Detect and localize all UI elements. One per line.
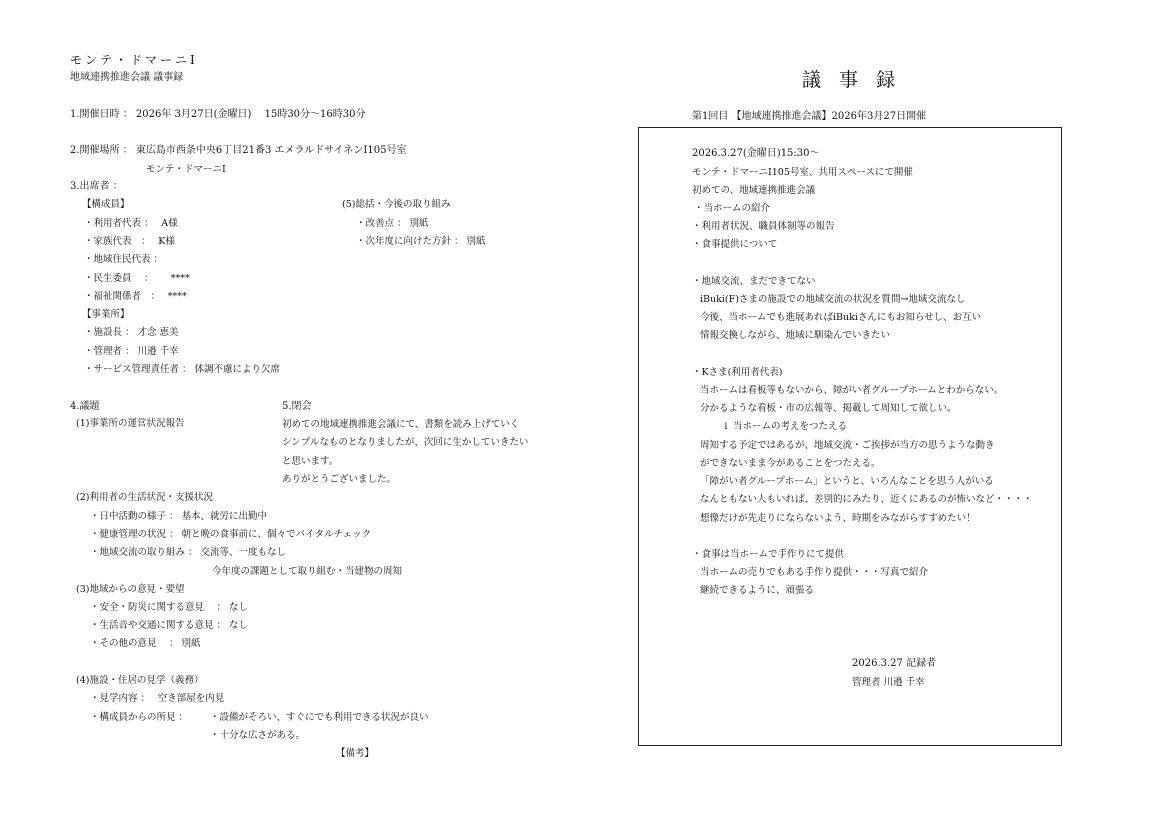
agenda-item-4: (4)施設・住居の見学（義務）	[76, 675, 204, 686]
minutes-line: ・地域交流、まだできてない	[692, 276, 816, 287]
agenda2-line: ・地域交流の取り組み ： 交流等、一度もなし	[90, 547, 287, 558]
agenda-header: 4.議題	[70, 401, 100, 412]
office-item: ・管理者 ： 川邉 千幸	[84, 346, 179, 357]
minutes-line: 情報交換しながら、地域に馴染んでいきたい	[700, 330, 891, 341]
member-item: ・地域住民代表 ：	[84, 254, 164, 265]
office-header: 【事業所】	[82, 309, 130, 320]
minutes-line: ↓ 当ホームの考えをつたえる	[722, 421, 847, 432]
closing-line: シンプルなものとなりましたが、次回に生かしていきたい	[282, 437, 529, 448]
minutes-line: ・食事は当ホームで手作りにて提供	[692, 549, 845, 560]
minutes-line: ・当ホームの紹介	[694, 203, 771, 214]
minutes-line: なんともない人もいれば、差別的にみたり、近くにあるのが怖いなど・・・・	[700, 494, 1033, 505]
agenda4-line: ・見学内容 ： 空き部屋を内見	[90, 693, 225, 704]
member-item: ・利用者代表 ： A様	[84, 218, 178, 229]
agenda3-line: ・安全・防災に関する意見 ： なし	[90, 602, 249, 613]
minutes-line: iBuki(F)さまの施設での地域交流の状況を質問→地域交流なし	[700, 294, 966, 305]
agenda-item-3: (3)地域からの意見・要望	[76, 584, 185, 595]
minutes-line: 「障がい者グループホーム」というと、いろんなことを思う人がいる	[700, 476, 994, 487]
agenda-item-1: (1)事業所の運営状況報告	[76, 418, 185, 429]
summary-item: ・次年度に向けた方針 ： 別紙	[356, 236, 486, 247]
member-item: ・福祉関係者 ： ****	[84, 291, 187, 302]
agenda4-opinion: ・設備がそろい、すぐにでも利用できる状況が良い	[210, 712, 429, 723]
agenda3-line: ・その他の意見 ： 別紙	[90, 638, 201, 649]
minutes-line: 今後、当ホームでも進展あればiBukiさんにもお知らせし、お互い	[700, 312, 982, 323]
attendees-header: 3.出席者 ：	[70, 181, 123, 192]
record-date: 2026.3.27 記録者	[852, 658, 937, 669]
minutes-line: 当ホームの売りでもある手作り提供・・・写真で紹介	[700, 567, 929, 578]
summary-header: (5)総括・今後の取り組み	[342, 199, 451, 210]
minutes-line: 当ホームは看板等もないから、障がい者グループホームとわからない。	[700, 385, 1004, 396]
agenda2-line: ・健康管理の状況 ： 朝と晩の食事前に、個々でバイタルチェック	[90, 529, 372, 540]
meeting-datetime: 1.開催日時 ： 2026年 3月27日(金曜日) 15時30分～16時30分	[70, 109, 366, 120]
minutes-line: ・Kさま(利用者代表)	[692, 367, 783, 378]
remarks-label: 【備考】	[336, 748, 375, 759]
member-item: ・家族代表 ： K様	[84, 236, 175, 247]
office-item: ・サービス管理責任者 ： 体調不慮により欠席	[84, 364, 281, 375]
meeting-location: 2.開催場所 ： 東広島市西条中央6丁目21番3 エメラルドサイネンⅠ105号室	[70, 145, 407, 156]
closing-header: 5.閉会	[282, 401, 312, 412]
member-item: ・民生委員 ： ****	[84, 273, 190, 284]
minutes-line: ・食事提供について	[692, 239, 778, 250]
agenda3-line: ・生活音や交通に関する意見 ： なし	[90, 620, 249, 631]
page-title: 議事録	[802, 69, 914, 91]
agenda4-opinion: ・十分な広さがある。	[210, 730, 306, 741]
minutes-line: 想像だけが先走りにならないよう、時期をみながらすすめたい！	[700, 513, 976, 524]
members-header: 【構成員】	[82, 199, 130, 210]
minutes-line: ・利用者状況、職員体制等の報告	[692, 221, 835, 232]
office-item: ・施設長 ： 才念 恵美	[84, 327, 179, 338]
meeting-location-sub: モンテ・ドマーニⅠ	[146, 164, 226, 175]
minutes-line: 初めての、地域連携推進会議	[692, 185, 816, 196]
agenda-item-2: (2)利用者の生活状況・支援状況	[76, 492, 213, 503]
minutes-line: ができないまま今があることをつたえる。	[700, 458, 881, 469]
minutes-line: 周知する予定ではあるが、地域交流・ご挨拶が当方の思うような動き	[700, 440, 995, 451]
agenda2-note: 今年度の課題として取り組む・当建物の周知	[212, 566, 403, 577]
doc-subtitle: 地域連携推進会議 議事録	[70, 72, 184, 83]
minutes-line: 分かるような看板・市の広報等、掲載して周知して欲しい。	[700, 403, 957, 414]
agenda2-line: ・日中活動の様子 ： 基本、就労に出勤中	[90, 511, 268, 522]
minutes-line: 2026.3.27(金曜日)15:30～	[692, 148, 820, 159]
closing-line: ありがとうございました。	[282, 474, 397, 485]
session-line: 第1回目 【地域連携推進会議】2026年3月27日開催	[692, 111, 927, 122]
recorder-name: 管理者 川邉 千幸	[852, 677, 925, 688]
agenda4-line: ・構成員からの所見 ：	[90, 712, 189, 723]
closing-line: と思います。	[282, 456, 339, 467]
minutes-line: モンテ・ドマーニⅠ105号室、共用スペースにて開催	[692, 167, 913, 178]
facility-name: モンテ・ドマーニⅠ	[70, 53, 198, 67]
minutes-line: 継続できるように、頑張る	[700, 585, 815, 596]
minutes-box	[638, 127, 1062, 746]
closing-line: 初めての地域連携推進会議にて、書類を読み上げていく	[282, 419, 520, 430]
summary-item: ・改善点 ： 別紙	[356, 218, 429, 229]
